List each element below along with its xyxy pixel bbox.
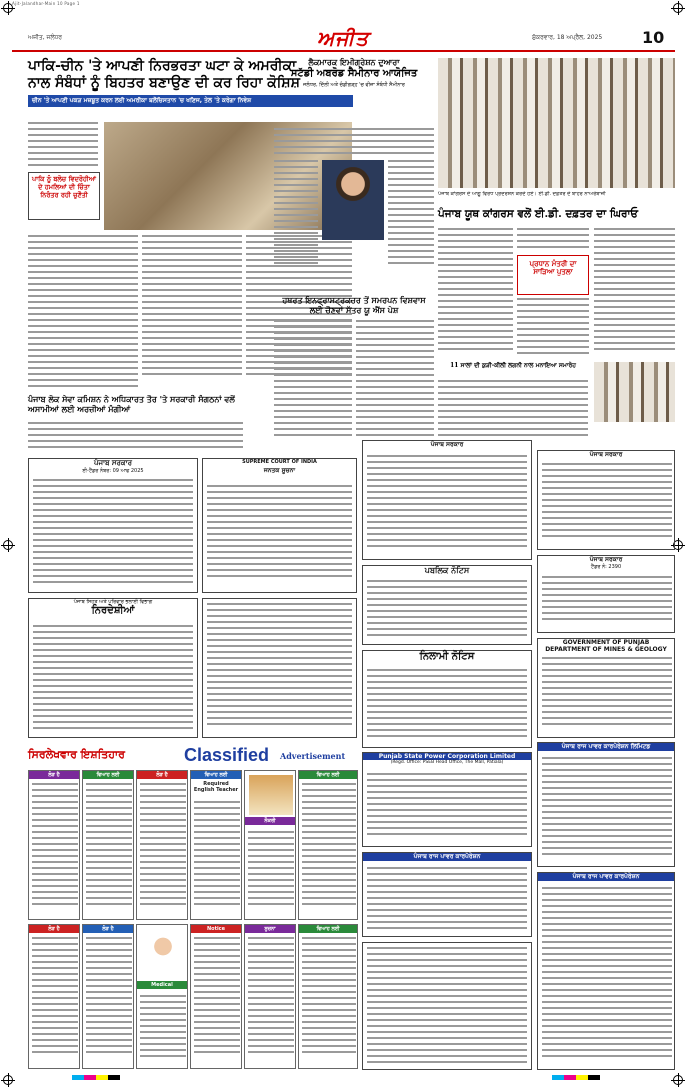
classified-cell-2 [82,770,134,920]
janatak-suchna-notice [202,458,357,593]
classified-cell-7-body [32,937,78,1062]
auction-notice-table [367,669,527,743]
classified-cell-6-body [302,783,356,913]
lead-strap: ਚੀਨ 'ਤੇ ਆਪਣੀ ਪਕੜ ਮਜ਼ਬੂਤ ਕਰਨ ਲਈ ਅਮਰੀਕਾ ਬਲੋਚਿਸਤਾਨ 'ਚ ਖਣਿਜ, ਤੇਲ 'ਤੇ ਕਰੇਗਾ ਨਿਵੇਸ਼ [28,95,353,107]
issue-date: ਸ਼ੁੱਕਰਵਾਰ, 18 ਅਪ੍ਰੈਲ, 2025 [532,34,603,41]
punjab-govt-notice-4 [537,555,675,633]
mines-title-1: GOVERNMENT OF PUNJAB [562,639,650,646]
classified-tag-3: ਲੋੜ ਹੈ [137,771,187,779]
public-notice-body [367,580,527,640]
pspcl-1-body [542,757,672,862]
punjab-govt-notice-1-title: ਪੰਜਾਬ ਸਰਕਾਰ [93,459,132,467]
punjab-govt-notice-2-table [367,455,527,555]
protest-caption: ਪੰਜਾਬ ਕਾਂਗਰਸ ਦੇ ਆਗੂ ਵਿਰੋਧ ਪ੍ਰਦਰਸ਼ਨ ਕਰਦੇ ਹੋਏ। ਈ.ਡੀ. ਦਫ਼ਤਰ ਦੇ ਬਾਹਰ ਨਾਅਰੇਬਾਜ਼ੀ [438,191,606,197]
seminar-body-left [274,160,318,270]
classified-tag-9: Medical [137,981,187,989]
janatak-suchna-title: ਜਨਤਕ ਸੂਚਨਾ [263,467,296,474]
edition-label: ਅਜੀਤ, ਜਲੰਧਰ [28,34,63,41]
lead-pullquote-box [28,172,100,220]
doctor-image [141,929,185,979]
infra-headline-2: ਲਈ ਚੌਣਵਾਂ ਸੱਤਰ ਯੂ ਐਂਸ ਪੇਸ਼ [309,304,399,315]
classified-cell-8-body [86,937,132,1062]
lead-pullquote: ਪਾਕਿ ਨੂੰ ਬਲੋਚ ਵਿਦਰੋਹੀਆਂ ਦੇ ਹਮਲਿਆਂ ਦੀ ਚਿੰਤਾ ਨਿਰੰਤਰ ਰਹੀ ਚੁਣੌਤੀ [32,175,96,199]
newspaper-page [12,10,675,1080]
lead-headline-2: ਨਾਲ ਸੰਬੰਧਾਂ ਨੂੰ ਬਿਹਤਰ ਬਣਾਉਣ ਦੀ ਕਰ ਰਿਹਾ ਕੋਸ਼ਿਸ਼ [28,74,300,91]
classified-tag-7: ਲੋੜ ਹੈ [29,925,79,933]
classified-cell-4 [190,770,242,920]
classified-word: Classified [184,745,270,765]
pspcl-1-title: ਪੰਜਾਬ ਰਾਜ ਪਾਵਰ ਕਾਰਪੋਰੇਸ਼ਨ ਲਿਮਿਟਡ [538,743,674,751]
punjab-govt-notice-4-title: ਪੰਜਾਬ ਸਰਕਾਰ [589,556,623,563]
classified-cell-9 [136,924,188,1069]
congress-photo-2 [594,362,675,422]
classified-cell-10-body [194,937,240,1062]
pspcl-notice-2 [362,752,532,847]
pspcl-4-body [542,887,672,1065]
classified-tag-4: ਵਿਆਹ ਲਈ [191,771,241,779]
classified-tag-1: ਲੋੜ ਹੈ [29,771,79,779]
punjab-govt-notice-4-sub: ਟੈਂਡਰ ਨੰ: 2390 [590,564,622,570]
pspcl-2-title: Punjab State Power Corporation Limited [363,753,531,760]
congress-box-text: ਪ੍ਰਧਾਨ ਮੰਤਰੀ ਦਾ ਸਾੜਿਆ ਪੁਤਲਾ [529,259,577,277]
infra-body-2 [356,320,434,440]
auction-notice-title: ਨਿਲਾਮੀ ਨੋਟਿਸ [419,651,475,662]
classified-cell-1-body [32,783,78,913]
classified-tag-8: ਲੋੜ ਹੈ [83,925,133,933]
classified-tag-6: ਵਿਆਹ ਲਈ [299,771,357,779]
pspcl-4-title: ਪੰਜਾਬ ਰਾਜ ਪਾਵਰ ਕਾਰਪੋਰੇਸ਼ਨ [538,873,674,881]
seminar-body-right [388,160,434,270]
seminar-story [274,58,434,88]
pspcl-notice-3 [362,852,532,937]
seminar-sub: ਜਲੰਧਰ, ਦਿੱਲੀ ਅਤੇ ਚੰਡੀਗੜ੍ਹ 'ਚ ਵੀਜ਼ਾ ਸੰਬੰਧੀ ਸੈਮੀਨਾਰ [303,81,405,88]
nirdeshia-body [33,625,193,735]
classified-cell-3 [136,770,188,920]
court-table-body [207,603,352,733]
supreme-court-label: SUPREME COURT OF INDIA [242,459,317,465]
classified-cell-10 [190,924,242,1069]
lead-body-text [28,122,98,170]
classified-cell-5-body [248,831,294,913]
newspaper-logo: ਅਜੀਤ [317,26,370,50]
punjab-govt-notice-3 [537,450,675,550]
congress-headline: ਪੰਜਾਬ ਯੂਥ ਕਾਂਗਰਸ ਵਲੋਂ ਈ.ਡੀ. ਦਫ਼ਤਰ ਦਾ ਘਿਰਾਓ [438,208,639,220]
page-number: 10 [642,28,665,47]
seminar-headline: ਸਟੱਡੀ ਅਬਰੋਡ ਸੈਮੀਨਾਰ ਆਯੋਜਿਤ [290,67,418,79]
pspcl-notice-5 [362,942,532,1070]
second-headline: ਪੰਜਾਬ ਲੋਕ ਸੇਵਾ ਕਮਿਸ਼ਨ ਨੇ ਅਧਿਕਾਰਤ ਤੌਰ 'ਤੇ ਸਰਕਾਰੀ ਸੰਗਠਨਾਂ ਵਲੋਂ ਅਸਾਮੀਆਂ ਲਈ ਅਰਜ਼ੀਆਂ ਮੰਗੀਆਂ [28,394,235,414]
congress-body-4 [594,228,675,358]
congress-body-5 [438,380,588,440]
nirdeshia-title: ਨਿਰਦੇਸ਼ੀਆਂ [91,605,135,616]
punjab-govt-notice-3-title: ਪੰਜਾਬ ਸਰਕਾਰ [589,451,623,458]
congress-box [517,255,589,295]
classified-cell-8 [82,924,134,1069]
classified-cell-12 [298,924,358,1069]
congress-body-3 [517,298,589,358]
infra-body-1 [274,320,352,440]
classified-bar [28,746,358,766]
second-story [28,395,243,414]
pspcl-5-body [367,947,527,1065]
lead-body-col2 [142,235,242,385]
punjab-govt-notice-1-table [33,479,193,587]
pspcl-3-title: ਪੰਜਾਬ ਰਾਜ ਪਾਵਰ ਕਾਰਪੋਰੇਸ਼ਨ [363,853,531,861]
public-notice-title: ਪਬਲਿਕ ਨੋਟਿਸ [424,566,470,575]
punjab-govt-notice-2 [362,440,532,560]
seminar-kicker: ਲੈਕਮਾਰਕ ਇਮੀਗ੍ਰੇਸ਼ਨ ਦੁਆਰਾ [308,57,400,67]
masthead [12,26,675,52]
public-notice [362,565,532,645]
classified-cell-5 [244,770,296,920]
classified-cell-11-body [248,937,294,1062]
protest-photo [438,58,675,188]
classified-tag-12: ਵਿਆਹ ਲਈ [299,925,357,933]
pspcl-2-sub: (Regd. Office: PSEB Head Office, The Mall, Patiala) [390,760,504,765]
punjab-govt-notice-3-table [542,463,672,545]
pspcl-notice-4 [537,872,675,1070]
nirdeshia-notice [28,598,198,738]
classified-cell-4-body [194,801,240,913]
court-table-notice [202,598,357,738]
classified-cell-3-body [140,783,186,913]
classified-cell-9-body [140,995,186,1063]
lead-body-col1 [28,235,138,395]
classified-tag-2: ਵਿਆਹ ਲਈ [83,771,133,779]
seminar-portrait [322,160,384,240]
punjab-govt-notice-1 [28,458,198,593]
classified-cell-6 [298,770,358,920]
mines-title-2: DEPARTMENT OF MINES & GEOLOGY [545,646,667,653]
classified-cell-12-body [302,937,356,1062]
nirdeshia-kicker: ਪੰਜਾਬ ਸਿਹਤ ਅਤੇ ਪਰਿਵਾਰ ਭਲਾਈ ਵਿਭਾਗ [73,599,153,605]
mines-body [542,657,672,733]
classified-tag-11: ਸੂਚਨਾ [245,925,295,933]
tutor-ad: Required English Teacher [193,781,239,794]
pspcl-3-body [367,867,527,933]
pspcl-2-body [367,773,527,843]
classified-tag-5: ਨੌਕਰੀ [245,817,295,825]
janatak-suchna-table [207,485,352,585]
house-icon [249,775,293,815]
second-body [28,422,243,452]
classified-cell-1 [28,770,80,920]
congress-body-1 [438,228,513,358]
infra-story [274,296,434,315]
lead-headline-1: ਪਾਕਿ-ਚੀਨ 'ਤੇ ਆਪਣੀ ਨਿਰਭਰਤਾ ਘਟਾ ਕੇ ਅਮਰੀਕਾ [28,58,297,74]
pspcl-notice-1 [537,742,675,867]
classified-cell-7 [28,924,80,1069]
classified-tag-10: Notice [191,925,241,933]
congress-subhead: 11 ਸਾਲਾਂ ਦੀ ਕੁੜੀ-ਕੀਲੀ ਲਗਨੀ ਨਾਲ ਮਨਾਇਆ ਸਮਾਰੋਹ [450,362,576,369]
classified-word2: Advertisement [280,751,346,761]
color-calibration-bar [72,1075,120,1080]
seminar-body-top [274,128,434,158]
punjab-govt-notice-4-table [542,576,672,628]
classified-cell-11 [244,924,296,1069]
congress-body-2 [517,228,589,254]
mines-notice [537,638,675,738]
infra-headline-1: ਹਥਰਤ ਇਨਫ੍ਰਾਸਟ੍ਰਕਚਰ ਤੋਂ ਸਮਰਪਨ ਵਿਸ਼ਵਾਸ [282,295,426,305]
color-calibration-bar [552,1075,600,1080]
classified-cell-2-body [86,783,132,913]
punjab-govt-notice-1-sub: ਈ-ਟੈਂਡਰ ਨੰਬਰ: 09 ਆਫ 2025 [82,468,144,474]
print-slug: Ajit-Jalandhar-Main 10 Page 1 [12,1,80,6]
classified-punjabi-title: ਸਿਰਲੇਖਵਾਰ ਇਸ਼ਤਿਹਾਰ [28,748,125,761]
punjab-govt-notice-2-title: ਪੰਜਾਬ ਸਰਕਾਰ [430,441,464,448]
auction-notice [362,650,532,748]
